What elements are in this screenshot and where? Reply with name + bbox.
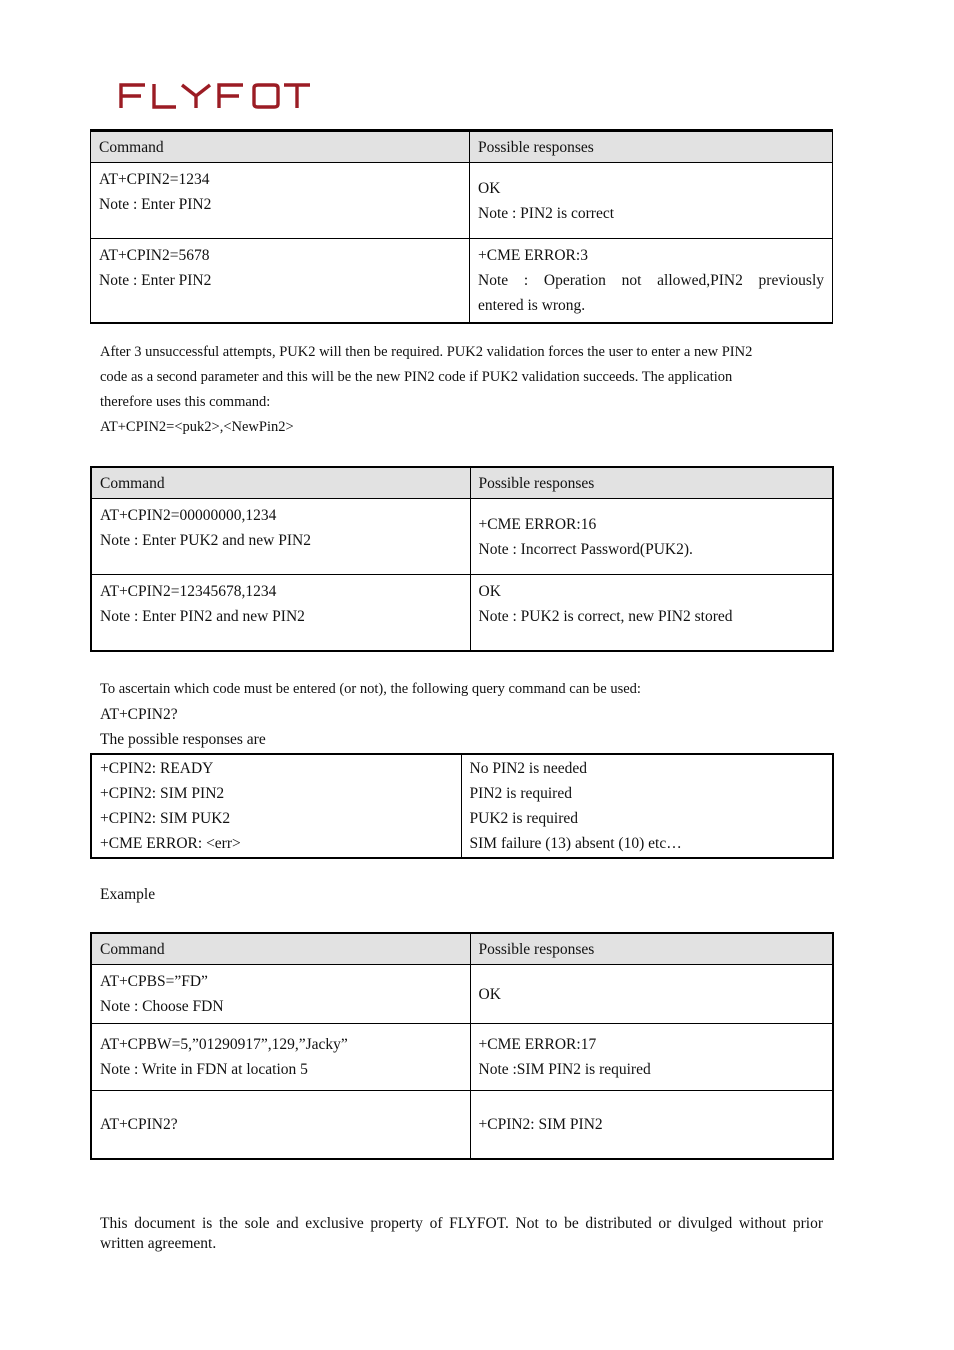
response-code: +CME ERROR: <err> [100, 835, 241, 852]
command-text: AT+CPIN2? [100, 1115, 178, 1133]
response-meaning: SIM failure (13) absent (10) etc… [469, 835, 682, 852]
command-note: Note : Enter PIN2 and new PIN2 [100, 608, 305, 625]
command-text: AT+CPBW=5,”01290917”,129,”Jacky” [100, 1036, 348, 1053]
response-code: +CPIN2: SIM PIN2 [100, 785, 225, 802]
response-code: +CPIN2: SIM PUK2 [100, 810, 231, 827]
command-text: AT+CPIN2=12345678,1234 [100, 583, 277, 600]
command-cell [91, 239, 470, 324]
table-row [91, 965, 833, 1024]
command-note: Note : Write in FDN at location 5 [100, 1061, 308, 1078]
column-header-command: Command [91, 131, 470, 163]
command-text: AT+CPIN2=5678 [99, 247, 210, 264]
command-cell [91, 163, 470, 239]
response-cell [470, 1091, 833, 1159]
command-cell [91, 499, 470, 575]
command-cell [91, 1024, 470, 1091]
response-text: +CME ERROR:17 [478, 1036, 597, 1053]
response-text: OK [478, 179, 501, 197]
table-row [91, 163, 833, 239]
table-row [91, 1091, 833, 1159]
column-header-responses: Possible responses [470, 131, 833, 163]
command-note: Note : Enter PIN2 [99, 272, 212, 289]
column-header-responses: Possible responses [470, 933, 833, 965]
table-header-row [91, 933, 833, 965]
flyfot-logo-mark [118, 82, 312, 110]
response-cell [470, 163, 833, 239]
example-label: Example [100, 886, 156, 903]
confidentiality-footer: This document is the sole and exclusive property of FLYFOT. Not to be distributed or divulged without prior written agreement. [100, 1215, 823, 1252]
table-row [91, 499, 833, 575]
table-row [91, 1024, 833, 1091]
response-note: Note : PIN2 is correct [478, 204, 615, 222]
response-meaning: PUK2 is required [469, 810, 578, 827]
example-command-table [90, 932, 834, 1160]
puk2-command-table [90, 466, 834, 652]
paragraph-line: After 3 unsuccessful attempts, PUK2 will then be required. PUK2 validation forces the user to enter a new PIN2 [100, 344, 753, 360]
command-note: Note : Enter PUK2 and new PIN2 [100, 532, 311, 549]
table-row [91, 575, 833, 651]
table-header-row [91, 131, 833, 163]
response-meaning: PIN2 is required [469, 785, 572, 802]
command-note: Note : Choose FDN [100, 998, 224, 1015]
column-header-command: Command [91, 933, 470, 965]
response-cell [470, 239, 833, 324]
response-cell [470, 1024, 833, 1091]
response-text: +CME ERROR:3 [478, 247, 588, 264]
response-note: Note : Incorrect Password(PUK2). [478, 540, 693, 558]
response-meaning: No PIN2 is needed [469, 760, 588, 777]
column-header-responses: Possible responses [470, 467, 833, 499]
response-codes-cell [91, 754, 461, 858]
command-cell [91, 965, 470, 1024]
paragraph-line: The possible responses are [100, 731, 266, 748]
response-code: +CPIN2: READY [100, 760, 214, 777]
command-text: AT+CPIN2=00000000,1234 [100, 507, 277, 524]
response-text: OK [478, 583, 501, 600]
table-header-row [91, 467, 833, 499]
pin2-command-table [90, 129, 833, 324]
command-note: Note : Enter PIN2 [99, 196, 212, 213]
command-text: AT+CPBS=”FD” [100, 973, 208, 990]
query-command: AT+CPIN2? [100, 706, 178, 723]
query-explanation [100, 677, 822, 752]
paragraph-line: therefore uses this command: [100, 394, 271, 410]
command-cell [91, 1091, 470, 1159]
response-note: Note : Operation not allowed,PIN2 previously [478, 272, 824, 289]
response-note-continued: entered is wrong. [478, 297, 586, 314]
command-text: AT+CPIN2=1234 [99, 171, 210, 188]
response-cell [470, 965, 833, 1024]
table-row [91, 239, 833, 324]
table-row [91, 754, 833, 858]
puk2-explanation [100, 340, 822, 440]
response-cell [470, 575, 833, 651]
paragraph-line: To ascertain which code must be entered (or not), the following query command can be used: [100, 681, 641, 697]
possible-responses-table [90, 753, 834, 859]
flyfot-logo [118, 82, 312, 110]
command-cell [91, 575, 470, 651]
paragraph-line: code as a second parameter and this will be the new PIN2 code if PUK2 validation succeeds. The application [100, 369, 733, 385]
response-text: +CME ERROR:16 [478, 515, 597, 533]
response-note: Note : PUK2 is correct, new PIN2 stored [478, 608, 733, 625]
command-syntax: AT+CPIN2=<puk2>,<NewPin2> [100, 419, 294, 435]
response-meanings-cell [461, 754, 833, 858]
response-cell [470, 499, 833, 575]
response-text: OK [478, 985, 501, 1003]
response-note: Note :SIM PIN2 is required [478, 1061, 651, 1078]
response-text: +CPIN2: SIM PIN2 [478, 1115, 603, 1133]
column-header-command: Command [91, 467, 470, 499]
